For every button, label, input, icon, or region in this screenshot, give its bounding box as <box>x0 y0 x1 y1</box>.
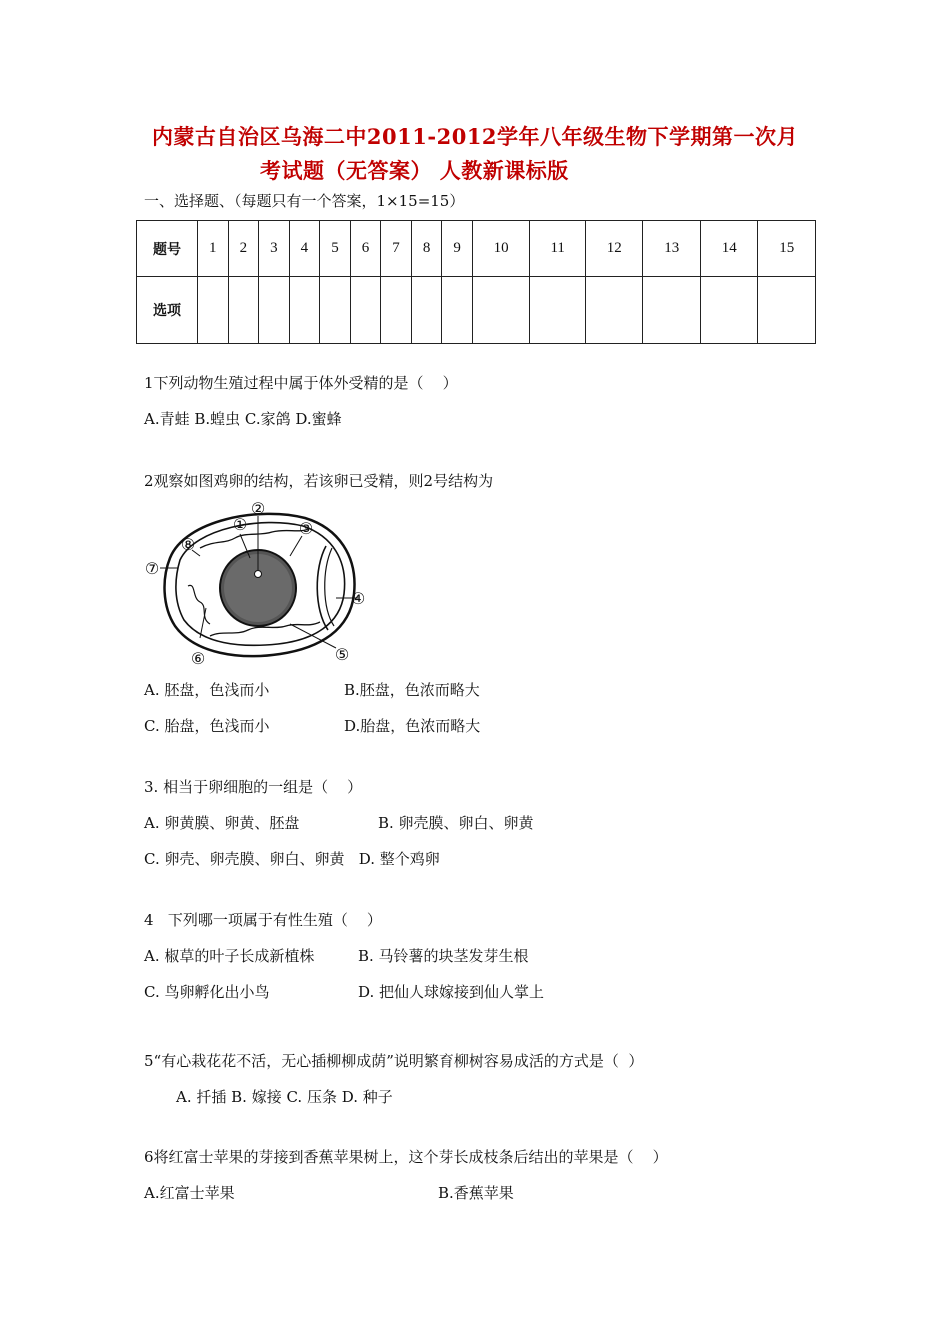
question-2-option-b: B.胚盘，色浓而略大 <box>344 681 480 699</box>
question-4-option-d: D. 把仙人球嫁接到仙人掌上 <box>358 983 545 1001</box>
question-4-option-a: A. 椒草的叶子长成新植株 <box>144 947 315 965</box>
answer-cell[interactable] <box>411 277 442 344</box>
answer-cell[interactable] <box>530 277 586 344</box>
question-3-stem: 3. 相当于卵细胞的一组是（ ） <box>144 778 363 796</box>
answer-cell[interactable] <box>700 277 758 344</box>
question-3-option-a: A. 卵黄膜、卵黄、胚盘 <box>144 814 300 832</box>
question-2-option-d: D.胎盘，色浓而略大 <box>344 717 481 735</box>
question-4-stem: 4 下列哪一项属于有性生殖（ ） <box>144 911 382 929</box>
question-3-option-b: B. 卵壳膜、卵白、卵黄 <box>378 814 534 832</box>
question-number-cell: 1 <box>198 221 229 277</box>
diagram-label-1: ① <box>232 515 248 534</box>
question-1-options: A.青蛙 B.蝗虫 C.家鸽 D.蜜蜂 <box>144 410 342 428</box>
answer-cell[interactable] <box>320 277 351 344</box>
answer-cell[interactable] <box>381 277 412 344</box>
answer-cell[interactable] <box>259 277 290 344</box>
question-6-option-b: B.香蕉苹果 <box>438 1184 514 1202</box>
question-number-cell: 4 <box>289 221 320 277</box>
answer-cell[interactable] <box>198 277 229 344</box>
question-number-cell: 2 <box>228 221 259 277</box>
question-2-stem: 2观察如图鸡卵的结构，若该卵已受精，则2号结构为 <box>144 472 494 490</box>
answer-cell[interactable] <box>643 277 701 344</box>
answer-cell[interactable] <box>228 277 259 344</box>
answer-cell[interactable] <box>442 277 473 344</box>
egg-structure-diagram <box>140 498 365 670</box>
question-number-cell: 12 <box>585 221 643 277</box>
question-5-options: A. 扦插 B. 嫁接 C. 压条 D. 种子 <box>176 1088 393 1106</box>
diagram-label-5: ⑤ <box>334 645 350 664</box>
answer-cell[interactable] <box>585 277 643 344</box>
question-5-stem: 5“有心栽花花不活，无心插柳柳成荫”说明繁育柳树容易成活的方式是（ ） <box>144 1052 644 1070</box>
answer-cell[interactable] <box>472 277 530 344</box>
section-heading: 一、选择题、（每题只有一个答案，1×15=15） <box>144 192 465 210</box>
question-number-cell: 8 <box>411 221 442 277</box>
question-number-cell: 10 <box>472 221 530 277</box>
question-number-cell: 3 <box>259 221 290 277</box>
question-number-row <box>137 221 816 277</box>
question-4-option-c: C. 鸟卵孵化出小鸟 <box>144 983 270 1001</box>
question-number-cell: 14 <box>700 221 758 277</box>
question-number-cell: 7 <box>381 221 412 277</box>
question-4-option-b: B. 马铃薯的块茎发芽生根 <box>358 947 529 965</box>
answer-cell[interactable] <box>350 277 381 344</box>
answer-cell[interactable] <box>758 277 816 344</box>
answer-cell[interactable] <box>289 277 320 344</box>
row-header-number: 题号 <box>137 221 198 277</box>
diagram-label-8: ⑧ <box>180 535 196 554</box>
diagram-label-3: ③ <box>298 519 314 538</box>
diagram-label-2: ② <box>250 499 266 518</box>
question-number-cell: 13 <box>643 221 701 277</box>
document-title-line1: 内蒙古自治区乌海二中2011-2012学年八年级生物下学期第一次月 <box>151 124 799 149</box>
diagram-label-6: ⑥ <box>190 649 206 668</box>
question-6-option-a: A.红富士苹果 <box>144 1184 235 1202</box>
answer-row <box>137 277 816 344</box>
diagram-label-7: ⑦ <box>144 559 160 578</box>
question-number-cell: 9 <box>442 221 473 277</box>
question-2-option-a: A. 胚盘，色浅而小 <box>144 681 270 699</box>
question-number-cell: 11 <box>530 221 586 277</box>
answer-table <box>136 220 816 344</box>
question-number-cell: 5 <box>320 221 351 277</box>
question-2-option-c: C. 胎盘，色浅而小 <box>144 717 270 735</box>
row-header-answer: 选项 <box>137 277 198 344</box>
diagram-label-4: ④ <box>350 589 365 608</box>
question-3-option-cd: C. 卵壳、卵壳膜、卵白、卵黄 D. 整个鸡卵 <box>144 850 440 868</box>
question-6-stem: 6将红富士苹果的芽接到香蕉苹果树上，这个芽长成枝条后结出的苹果是（ ） <box>144 1148 668 1166</box>
question-number-cell: 15 <box>758 221 816 277</box>
question-number-cell: 6 <box>350 221 381 277</box>
question-1-stem: 1下列动物生殖过程中属于体外受精的是（ ） <box>144 374 458 392</box>
document-title-line2: 考试题（无答案） 人教新课标版 <box>260 158 569 183</box>
